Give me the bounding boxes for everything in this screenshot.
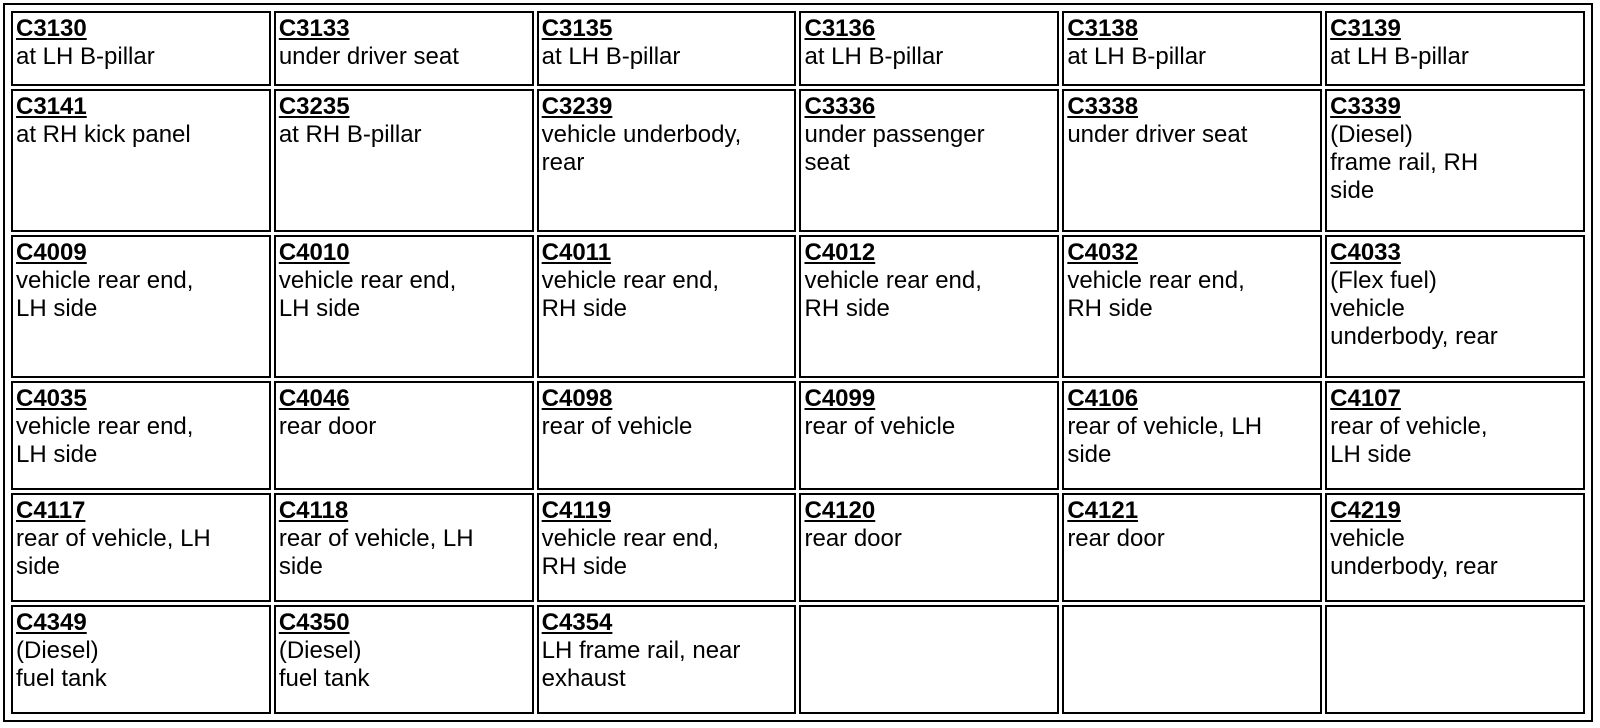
connector-location: vehicle rear end, LH side: [16, 267, 194, 323]
table-cell: [1062, 493, 1322, 602]
table-cell: [274, 605, 534, 714]
connector-location: at RH kick panel: [16, 121, 191, 149]
connector-code-link[interactable]: C3338: [1067, 93, 1139, 121]
table-row: [11, 11, 1585, 86]
connector-location: LH frame rail, near exhaust: [541, 636, 741, 692]
connector-code-link[interactable]: C4035: [16, 384, 87, 412]
connector-location: vehicle rear end, RH side: [1067, 267, 1245, 323]
connector-code-link[interactable]: C3339: [1330, 93, 1401, 121]
connector-location: rear of vehicle: [804, 412, 956, 440]
connector-code-link[interactable]: C4121: [1067, 496, 1139, 524]
connector-code-link[interactable]: C3139: [1330, 15, 1401, 42]
table-cell: [1325, 89, 1585, 232]
table-cell: [1062, 381, 1322, 490]
connector-code-link[interactable]: C4107: [1330, 384, 1401, 412]
table-row: [11, 89, 1585, 232]
connector-location: vehicle rear end, LH side: [278, 267, 457, 323]
table-cell: [11, 493, 271, 602]
table-cell: [11, 381, 271, 490]
empty-table-cell: [1325, 605, 1585, 714]
connector-location: vehicle rear end, LH side: [16, 412, 194, 468]
connector-location: at LH B-pillar: [804, 43, 944, 70]
connector-code-link[interactable]: C3135: [541, 15, 613, 42]
connector-location: vehicle underbody, rear: [1330, 524, 1498, 580]
connector-location: vehicle rear end, RH side: [541, 267, 720, 323]
connector-code-link[interactable]: C4120: [804, 496, 876, 524]
connector-location: (Diesel) fuel tank: [278, 636, 370, 692]
table-cell: [1325, 381, 1585, 490]
table-row: [11, 493, 1585, 602]
table-cell: [274, 11, 534, 86]
connector-location: under driver seat: [1067, 121, 1248, 149]
connector-location: at LH B-pillar: [1330, 43, 1469, 70]
connector-code-link[interactable]: C4118: [278, 496, 349, 524]
connector-code-link[interactable]: C4354: [541, 608, 613, 636]
table-cell: [274, 235, 534, 378]
connector-code-link[interactable]: C3130: [16, 15, 87, 42]
table-cell: [11, 605, 271, 714]
connector-code-link[interactable]: C3235: [278, 93, 350, 121]
table-cell: [11, 11, 271, 86]
connector-location: at LH B-pillar: [541, 43, 681, 70]
connector-code-link[interactable]: C4009: [16, 239, 87, 267]
table-cell: [799, 235, 1059, 378]
connector-location: rear door: [1067, 524, 1165, 552]
connector-code-link[interactable]: C4012: [804, 239, 876, 267]
connector-code-link[interactable]: C4219: [1330, 496, 1401, 524]
connector-location: rear of vehicle, LH side: [1067, 412, 1263, 468]
connector-code-link[interactable]: C3136: [804, 15, 876, 42]
table-cell: [1325, 493, 1585, 602]
table-cell: [799, 11, 1059, 86]
table-cell: [537, 493, 797, 602]
table-cell: [537, 235, 797, 378]
connector-location: (Diesel) frame rail, RH side: [1330, 121, 1479, 205]
connector-code-link[interactable]: C4046: [278, 384, 350, 412]
table-cell: [274, 493, 534, 602]
connector-code-link[interactable]: C4032: [1067, 239, 1139, 267]
connector-location: under driver seat: [278, 43, 459, 70]
table-cell: [11, 235, 271, 378]
connector-location: (Diesel) fuel tank: [16, 636, 107, 692]
table-cell: [537, 605, 797, 714]
connector-location: rear of vehicle, LH side: [278, 524, 474, 580]
empty-table-cell: [799, 605, 1059, 714]
connector-location: rear door: [278, 412, 377, 440]
connector-code-link[interactable]: C3336: [804, 93, 876, 121]
connector-code-link[interactable]: C4099: [804, 384, 876, 412]
connector-location: rear of vehicle, LH side: [16, 524, 211, 580]
connector-code-link[interactable]: C4117: [16, 496, 86, 524]
connector-location: rear door: [804, 524, 902, 552]
table-cell: [537, 89, 797, 232]
connector-location: vehicle rear end, RH side: [541, 524, 720, 580]
connector-location-table: [8, 8, 1588, 717]
table-row: [11, 605, 1585, 714]
empty-table-cell: [1062, 605, 1322, 714]
table-cell: [274, 89, 534, 232]
connector-location: at RH B-pillar: [278, 121, 422, 149]
connector-code-link[interactable]: C3138: [1067, 15, 1139, 42]
connector-location-table-frame: [3, 3, 1593, 722]
connector-code-link[interactable]: C4106: [1067, 384, 1139, 412]
table-cell: [799, 89, 1059, 232]
connector-code-link[interactable]: C4350: [278, 608, 350, 636]
connector-location: at LH B-pillar: [1067, 43, 1207, 70]
table-cell: [1325, 11, 1585, 86]
connector-code-link[interactable]: C3141: [16, 93, 87, 121]
table-cell: [1325, 235, 1585, 378]
table-cell: [799, 381, 1059, 490]
connector-code-link[interactable]: C4033: [1330, 239, 1401, 267]
connector-location: rear of vehicle: [541, 412, 693, 440]
connector-code-link[interactable]: C3133: [278, 15, 350, 42]
connector-code-link[interactable]: C4098: [541, 384, 613, 412]
connector-code-link[interactable]: C4119: [541, 496, 612, 524]
connector-location: rear of vehicle, LH side: [1330, 412, 1488, 468]
table-cell: [1062, 11, 1322, 86]
table-cell: [537, 11, 797, 86]
table-cell: [274, 381, 534, 490]
table-cell: [1062, 89, 1322, 232]
table-cell: [799, 493, 1059, 602]
connector-location: at LH B-pillar: [16, 43, 155, 70]
connector-code-link[interactable]: C3239: [541, 93, 613, 121]
table-row: [11, 381, 1585, 490]
connector-location: vehicle rear end, RH side: [804, 267, 982, 323]
connector-location: vehicle underbody, rear: [541, 121, 742, 177]
connector-code-link[interactable]: C4011: [541, 239, 612, 267]
connector-code-link[interactable]: C4349: [16, 608, 87, 636]
table-cell: [537, 381, 797, 490]
table-cell: [1062, 235, 1322, 378]
connector-code-link[interactable]: C4010: [278, 239, 350, 267]
table-row: [11, 235, 1585, 378]
table-cell: [11, 89, 271, 232]
connector-location: under passenger seat: [804, 121, 985, 177]
connector-location: (Flex fuel) vehicle underbody, rear: [1330, 267, 1498, 351]
